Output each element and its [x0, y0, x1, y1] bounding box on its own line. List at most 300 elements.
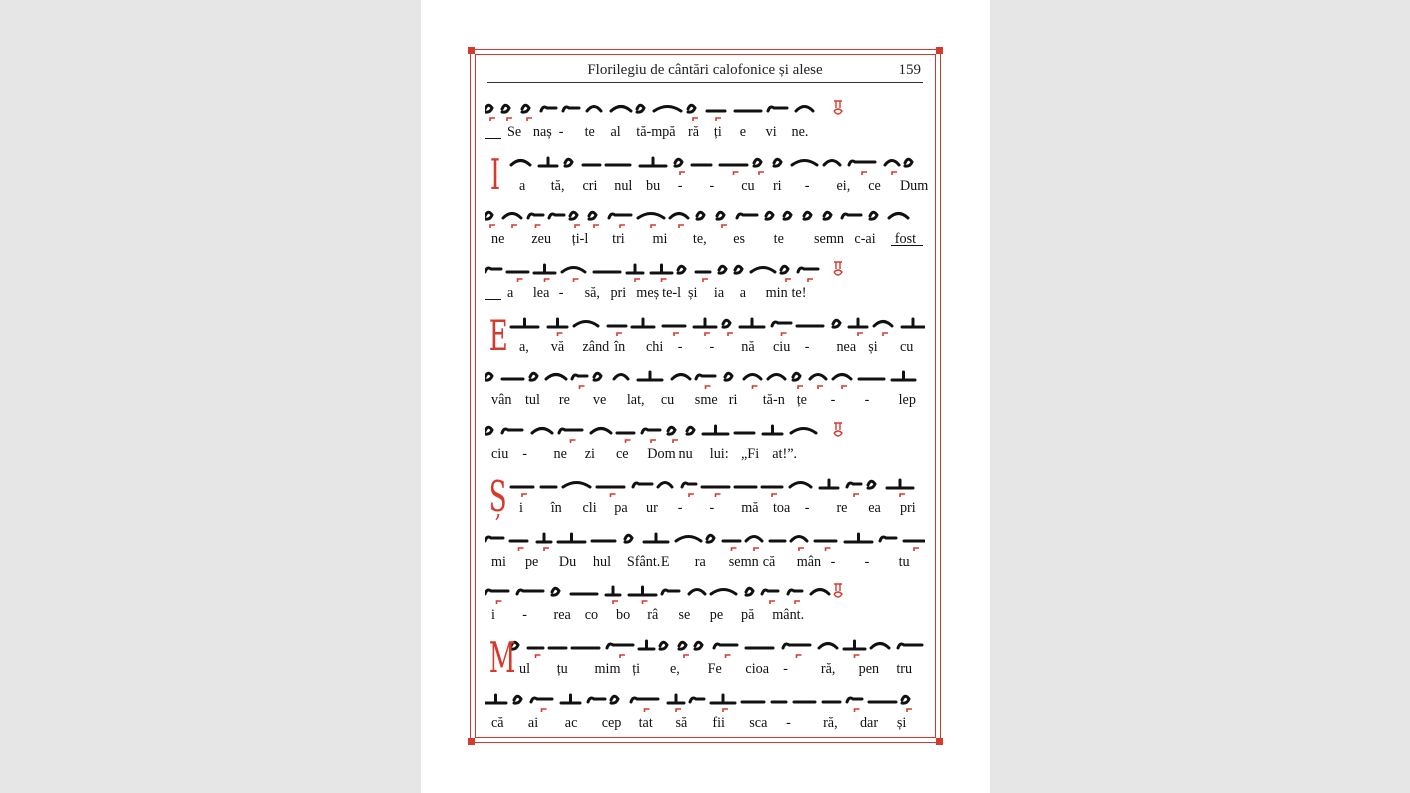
neume-glyph — [522, 105, 529, 112]
syllable: și — [868, 338, 878, 355]
syllable: - — [830, 553, 836, 570]
neume-glyph — [594, 374, 601, 381]
syllable: mânt. — [772, 607, 805, 624]
syllable: tru — [896, 660, 913, 677]
neume-glyph — [871, 643, 889, 648]
drop-cap: I — [489, 149, 501, 199]
syllable: a, — [519, 338, 529, 355]
neume-glyph — [548, 319, 567, 327]
neume-glyph — [824, 160, 840, 165]
duration-mark — [679, 225, 684, 228]
syllable: „Fi — [741, 446, 760, 463]
music-system — [485, 686, 925, 740]
syllable: e — [739, 124, 747, 140]
neume-glyph — [631, 698, 658, 702]
neume-glyph — [589, 213, 596, 220]
syllable: te-l — [662, 285, 682, 302]
duration-mark — [798, 386, 803, 389]
duration-mark — [799, 548, 804, 551]
frame-corner — [936, 47, 943, 54]
duration-mark — [676, 709, 681, 712]
neume-glyph — [762, 590, 778, 594]
duration-mark — [703, 279, 708, 282]
syllable: se — [678, 607, 691, 624]
frame-corner — [468, 47, 475, 54]
duration-mark — [862, 172, 867, 175]
syllable: te! — [791, 285, 807, 302]
duration-mark — [722, 225, 727, 228]
neume-line — [485, 686, 925, 716]
duration-mark — [651, 440, 656, 443]
syllable: - — [830, 392, 836, 409]
duration-mark — [662, 279, 667, 282]
syllable: - — [558, 124, 564, 140]
neume-glyph — [707, 535, 714, 542]
syllable: zeu — [531, 231, 552, 248]
duration-mark — [542, 709, 547, 712]
duration-mark — [759, 172, 764, 175]
syllable: hul — [592, 553, 612, 570]
neume-glyph — [668, 427, 675, 434]
neume-glyph — [887, 480, 913, 488]
duration-mark — [786, 279, 791, 282]
neume-glyph — [565, 159, 572, 166]
neume-glyph — [746, 536, 762, 541]
syllable: i — [519, 499, 523, 516]
syllable: - — [709, 177, 715, 194]
neume-glyph — [740, 319, 764, 327]
neume-glyph — [868, 481, 875, 488]
neume-glyph — [703, 426, 728, 434]
duration-mark — [732, 548, 737, 551]
neume-line — [485, 471, 925, 501]
syllable: râ — [647, 607, 659, 624]
neume-glyph — [651, 265, 672, 273]
syllable: pă — [662, 124, 676, 140]
neume-glyph — [660, 642, 667, 649]
neume-glyph — [824, 213, 831, 220]
neume-glyph — [485, 427, 492, 434]
lyrics-line — [485, 554, 925, 572]
syllable: Du — [558, 553, 577, 570]
syllable: ei, — [836, 177, 851, 194]
syllable: sca — [749, 714, 768, 731]
neume-glyph — [820, 480, 838, 488]
neume-glyph — [558, 534, 585, 542]
neume-glyph — [607, 644, 633, 648]
neume-glyph — [485, 590, 508, 594]
neume-glyph — [711, 695, 735, 703]
neume-glyph — [842, 214, 861, 218]
syllable: meș — [636, 285, 660, 302]
duration-mark — [818, 386, 823, 389]
duration-mark — [527, 118, 532, 121]
duration-mark — [797, 655, 802, 658]
syllable: e, — [669, 660, 680, 677]
syllable: min — [765, 285, 788, 302]
neume-glyph — [751, 268, 775, 273]
syllable: pă — [741, 607, 755, 624]
syllable: tri — [612, 231, 625, 248]
duration-mark — [620, 655, 625, 658]
neume-glyph — [791, 536, 807, 541]
syllable: at!”. — [772, 446, 798, 463]
syllable: ne. — [791, 124, 809, 140]
neume-glyph — [511, 319, 538, 327]
neume-glyph — [697, 213, 704, 220]
drop-cap: M — [488, 632, 516, 682]
duration-mark — [545, 279, 550, 282]
neume-glyph — [766, 213, 773, 220]
syllable: ră — [688, 124, 700, 140]
syllable: tul — [524, 392, 540, 409]
duration-mark — [558, 333, 563, 336]
syllable: toa — [772, 499, 791, 516]
syllable: - — [709, 499, 715, 516]
neume-glyph — [833, 320, 840, 327]
neume-glyph — [640, 158, 666, 166]
syllable: - — [558, 285, 564, 302]
lyrics-line — [485, 124, 925, 142]
syllable: - — [522, 446, 527, 463]
neume-glyph — [563, 482, 590, 487]
neume-glyph — [689, 590, 705, 595]
duration-mark — [892, 172, 897, 175]
duration-mark — [842, 386, 847, 389]
duration-mark — [883, 333, 888, 336]
duration-mark — [611, 494, 616, 497]
duration-mark — [574, 279, 579, 282]
syllable: vă — [550, 338, 565, 355]
neume-glyph — [670, 214, 688, 219]
syllable: nea — [836, 338, 857, 355]
syllable: să, — [584, 285, 600, 302]
duration-mark — [674, 333, 679, 336]
syllable: ri — [728, 392, 738, 409]
syllable: Fe — [707, 660, 722, 677]
syllable: Sfânt. — [626, 553, 661, 570]
duration-mark — [782, 333, 787, 336]
syllable: es — [733, 231, 746, 248]
neume-glyph — [642, 429, 660, 433]
syllable: dar — [859, 714, 879, 731]
syllable: fii — [712, 714, 725, 731]
syllable: - — [677, 499, 683, 516]
syllable: ac — [564, 714, 578, 731]
duration-mark — [684, 655, 689, 658]
neume-glyph — [711, 590, 736, 595]
neume-glyph — [784, 213, 791, 220]
syllable: - — [804, 338, 810, 355]
duration-mark — [705, 333, 710, 336]
martyria-sign — [834, 101, 842, 114]
hold-line — [891, 245, 923, 246]
neume-glyph — [783, 644, 810, 648]
neume-glyph — [870, 213, 877, 220]
syllable: a — [507, 285, 514, 302]
neume-glyph — [696, 375, 715, 379]
neume-glyph — [725, 374, 732, 381]
neume-glyph — [804, 213, 811, 220]
neume-glyph — [768, 375, 785, 380]
neume-glyph — [791, 429, 816, 434]
duration-mark — [536, 655, 541, 658]
neume-glyph — [754, 159, 761, 166]
neume-glyph — [737, 214, 757, 218]
duration-mark — [914, 548, 919, 551]
duration-mark — [643, 601, 648, 604]
syllable: a — [739, 285, 747, 302]
duration-mark — [706, 386, 711, 389]
neume-line — [485, 632, 925, 662]
duration-mark — [645, 709, 650, 712]
music-system — [485, 578, 925, 632]
neume-glyph — [774, 159, 781, 166]
neume-glyph — [792, 160, 817, 165]
hold-line — [485, 138, 501, 139]
neume-glyph — [676, 536, 701, 541]
neume-glyph — [694, 319, 716, 327]
neume-glyph — [898, 644, 922, 648]
syllable: vân — [491, 392, 512, 409]
frame-corner — [936, 738, 943, 745]
syllable: re — [558, 392, 570, 409]
neume-glyph — [845, 534, 872, 542]
syllable: ce — [616, 446, 629, 463]
neume-glyph — [485, 695, 506, 703]
syllable: nul — [614, 177, 633, 194]
neume-glyph — [638, 214, 664, 219]
neume-glyph — [632, 319, 654, 327]
syllable: pe — [709, 607, 724, 624]
music-system — [485, 417, 925, 471]
neume-glyph — [790, 482, 811, 487]
duration-mark — [497, 601, 502, 604]
neume-glyph — [528, 214, 543, 218]
syllable: rea — [553, 607, 571, 624]
duration-mark — [855, 655, 860, 658]
duration-mark — [858, 333, 863, 336]
syllable: ră, — [820, 660, 836, 677]
neume-glyph — [763, 426, 782, 434]
syllable: tă-m — [636, 124, 663, 140]
neume-glyph — [561, 695, 580, 703]
syllable: tă, — [550, 177, 565, 194]
duration-mark — [580, 386, 585, 389]
lyrics-line — [485, 715, 925, 733]
neume-glyph — [574, 321, 598, 326]
syllable: că — [491, 714, 504, 731]
syllable: - — [522, 607, 527, 624]
neume-glyph — [885, 160, 899, 165]
neume-glyph — [735, 266, 742, 273]
neume-glyph — [530, 374, 537, 381]
syllable: ra — [694, 553, 706, 570]
duration-mark — [544, 548, 549, 551]
neume-glyph — [570, 213, 577, 220]
syllable: a — [519, 177, 526, 194]
syllable: tă-n — [762, 392, 785, 409]
syllable: c-ai — [854, 231, 876, 248]
neume-glyph — [668, 695, 684, 703]
header-title: Florilegiu de cântări calofonice și alese — [587, 62, 823, 78]
lyrics-line — [485, 285, 925, 303]
neume-glyph — [563, 107, 579, 111]
duration-mark — [620, 225, 625, 228]
syllable: ea — [868, 499, 881, 516]
duration-mark — [617, 333, 622, 336]
neume-glyph — [633, 483, 652, 487]
syllable: ne — [491, 231, 505, 248]
neume-line — [485, 417, 925, 447]
neume-glyph — [746, 588, 753, 595]
syllable: te — [773, 231, 784, 248]
neume-line — [485, 202, 925, 232]
neume-glyph — [539, 158, 557, 166]
neume-glyph — [511, 160, 530, 165]
neume-glyph — [587, 107, 601, 112]
music-system — [485, 95, 925, 149]
duration-mark — [507, 118, 512, 121]
syllable: sme — [694, 392, 718, 409]
neume-line — [485, 149, 925, 179]
duration-mark — [716, 494, 721, 497]
duration-mark — [518, 279, 523, 282]
neume-glyph — [874, 321, 892, 326]
syllable: naș — [532, 124, 552, 140]
duration-mark — [490, 225, 495, 228]
syllable: ul — [519, 660, 531, 677]
duration-mark — [673, 440, 678, 443]
neume-glyph — [678, 266, 685, 273]
neume-glyph — [744, 375, 761, 380]
syllable: mă — [741, 499, 759, 516]
syllable: țu — [556, 660, 568, 677]
duration-mark — [575, 225, 580, 228]
neume-glyph — [675, 159, 682, 166]
syllable: ne — [553, 446, 567, 463]
duration-mark — [651, 225, 656, 228]
syllable: ur — [645, 499, 658, 516]
neume-glyph — [690, 698, 704, 702]
drop-cap: Ș — [488, 471, 507, 521]
neume-glyph — [532, 429, 552, 434]
neume-glyph — [629, 587, 656, 595]
syllable: tat — [638, 714, 653, 731]
neume-glyph — [719, 266, 726, 273]
duration-mark — [536, 225, 541, 228]
syllable: cri — [582, 177, 598, 194]
syllable: re — [836, 499, 848, 516]
lyrics-line — [485, 392, 925, 410]
duration-mark — [754, 548, 759, 551]
syllable: să — [675, 714, 688, 731]
syllable: cioa — [745, 660, 770, 677]
neume-glyph — [541, 107, 556, 111]
syllable: mân — [796, 553, 822, 570]
neume-glyph — [559, 429, 582, 433]
syllable: E — [660, 553, 670, 570]
neume-glyph — [833, 375, 851, 380]
neume-glyph — [485, 105, 492, 112]
neume-glyph — [546, 375, 566, 380]
lyrics-line — [485, 661, 925, 679]
syllable: ți — [713, 124, 722, 140]
syllable: pa — [614, 499, 628, 516]
syllable: chi — [645, 338, 664, 355]
duration-mark — [689, 494, 694, 497]
neume-glyph — [905, 159, 912, 166]
neume-glyph — [781, 266, 788, 273]
lyrics-line — [485, 177, 929, 196]
neume-glyph — [588, 698, 605, 702]
neume-glyph — [695, 642, 702, 649]
neume-glyph — [796, 107, 813, 112]
syllable: mim — [594, 660, 621, 677]
neume-glyph — [654, 107, 681, 112]
neume-line — [485, 310, 925, 340]
neume-line — [485, 525, 925, 555]
syllable: lui: — [709, 446, 729, 463]
neume-glyph — [534, 265, 555, 273]
neume-glyph — [485, 374, 492, 381]
syllable: cep — [601, 714, 622, 731]
lyrics-line — [485, 231, 925, 249]
duration-mark — [594, 225, 599, 228]
lyrics-line — [485, 607, 925, 625]
duration-mark — [726, 655, 731, 658]
neume-glyph — [639, 641, 654, 649]
neume-glyph — [880, 537, 896, 541]
neume-line — [485, 256, 925, 286]
neume-glyph — [517, 590, 543, 594]
neume-glyph — [662, 590, 679, 594]
neume-glyph — [772, 322, 791, 326]
syllable: ți — [632, 660, 641, 677]
neume-glyph — [502, 429, 522, 433]
neume-line — [485, 363, 925, 393]
music-system — [485, 525, 925, 579]
duration-mark — [693, 118, 698, 121]
duration-mark — [907, 709, 912, 712]
syllable: cu — [741, 177, 755, 194]
syllable: ce — [868, 177, 881, 194]
duration-mark — [512, 225, 517, 228]
score-page — [421, 0, 990, 793]
neume-glyph — [485, 268, 501, 272]
duration-mark — [795, 601, 800, 604]
neume-glyph — [849, 319, 867, 327]
syllable: în — [550, 499, 562, 516]
neume-glyph — [844, 641, 865, 649]
neume-glyph — [637, 105, 644, 112]
neume-glyph — [849, 161, 875, 165]
syllable: cli — [582, 499, 597, 516]
neume-glyph — [902, 696, 909, 703]
syllable: - — [864, 392, 870, 409]
duration-mark — [635, 279, 640, 282]
neume-glyph — [682, 483, 696, 487]
syllable: și — [896, 714, 907, 731]
neume-glyph — [819, 643, 837, 648]
hold-line — [485, 299, 501, 300]
syllable: i — [491, 607, 495, 624]
neume-glyph — [679, 642, 686, 649]
drop-cap: E — [488, 310, 508, 360]
syllable: zând — [582, 338, 610, 355]
music-system — [485, 310, 925, 364]
syllable: te — [584, 124, 595, 140]
